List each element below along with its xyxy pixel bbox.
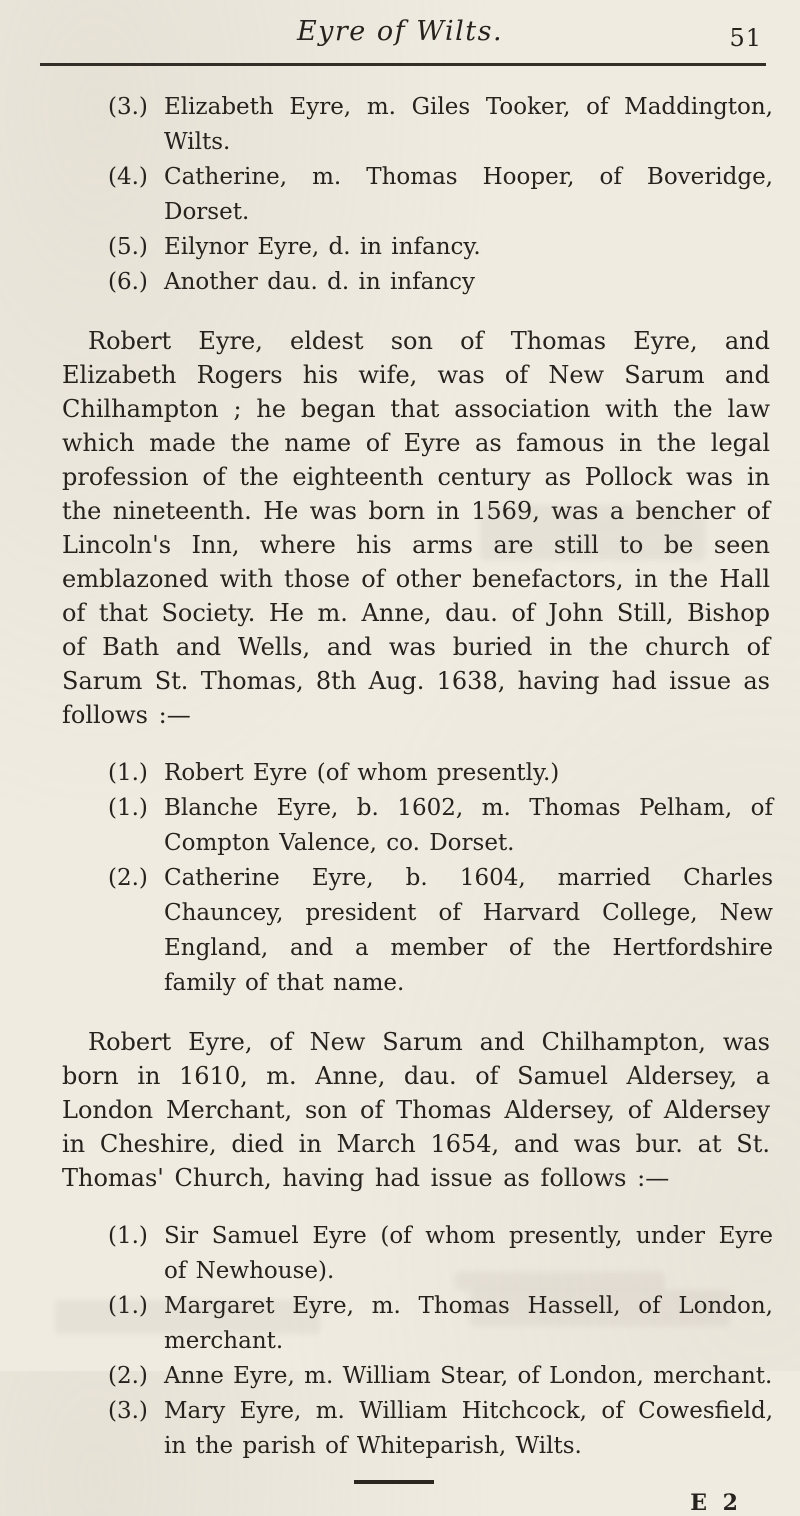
list-item — [108, 1394, 773, 1464]
paragraph-robert-eyre-younger: Robert Eyre, of New Sarum and Chilhampton, was born in 1610, m. Anne, dau. of Samuel Aldersey, a London Merchant, son of Thomas Aldersey, of Aldersey in Cheshire, died in March 1654, and was bur. at St. Thomas' Church, having had issue as follows :— — [62, 1028, 770, 1192]
item-text: Blanche Eyre, b. 1602, m. Thomas Pelham, of Compton Valence, co. Dorset. — [164, 795, 773, 856]
running-title: Eyre of Wilts. — [296, 16, 504, 47]
item-text: Anne Eyre, m. William Stear, of London, merchant. — [164, 1363, 773, 1389]
item-text: Elizabeth Eyre, m. Giles Tooker, of Maddington, Wilts. — [164, 94, 773, 155]
list-item — [108, 756, 773, 791]
list-item — [108, 160, 773, 230]
printer-signature: E 2 — [690, 1490, 742, 1516]
item-number: (3.) — [108, 94, 148, 120]
item-text: Eilynor Eyre, d. in infancy. — [164, 234, 481, 260]
item-text: Margaret Eyre, m. Thomas Hassell, of London, merchant. — [164, 1293, 773, 1354]
issue-list-first — [108, 90, 773, 300]
item-text: Robert Eyre (of whom presently.) — [164, 760, 560, 786]
item-text: Catherine Eyre, b. 1604, married Charles Chauncey, president of Harvard College, New England, and a member of the Hertfordshire family of that name. — [164, 865, 773, 996]
list-item — [108, 861, 773, 1001]
item-number: (3.) — [108, 1398, 148, 1424]
issue-list-third — [108, 1219, 773, 1464]
header-rule — [40, 63, 766, 66]
page-header — [0, 16, 800, 58]
item-number: (1.) — [108, 1223, 148, 1249]
item-text: Sir Samuel Eyre (of whom presently, under Eyre of Newhouse). — [164, 1223, 773, 1284]
issue-list-second — [108, 756, 773, 1001]
item-number: (1.) — [108, 795, 148, 821]
paragraph-robert-eyre-elder: Robert Eyre, eldest son of Thomas Eyre, and Elizabeth Rogers his wife, was of New Sarum and Chilhampton ; he began that association with the law which made the name of Eyre as famous in the legal profession of the eighteenth century as Pollock was in the nineteenth. He was born in 1569, was a bencher of Lincoln's Inn, where his arms are still to be seen emblazoned with those of other benefactors, in the Hall of that Society. He m. Anne, dau. of John Still, Bishop of Bath and Wells, and was buried in the church of Sarum St. Thomas, 8th Aug. 1638, having had issue as follows :— — [62, 327, 770, 729]
item-number: (2.) — [108, 1363, 148, 1389]
item-number: (6.) — [108, 269, 148, 295]
list-item — [108, 265, 773, 300]
list-item — [108, 90, 773, 160]
list-item — [108, 1289, 773, 1359]
item-number: (4.) — [108, 164, 148, 190]
list-item — [108, 791, 773, 861]
item-text: Catherine, m. Thomas Hooper, of Boveridge, Dorset. — [164, 164, 773, 225]
item-number: (2.) — [108, 865, 148, 891]
item-number: (1.) — [108, 760, 148, 786]
item-text: Mary Eyre, m. William Hitchcock, of Cowesfield, in the parish of Whiteparish, Wilts. — [164, 1398, 773, 1459]
list-item — [108, 230, 773, 265]
item-number: (1.) — [108, 1293, 148, 1319]
page-number: 51 — [729, 24, 762, 52]
list-item — [108, 1359, 773, 1394]
list-item — [108, 1219, 773, 1289]
item-text: Another dau. d. in infancy — [164, 269, 476, 295]
item-number: (5.) — [108, 234, 148, 260]
section-end-rule — [354, 1480, 434, 1484]
